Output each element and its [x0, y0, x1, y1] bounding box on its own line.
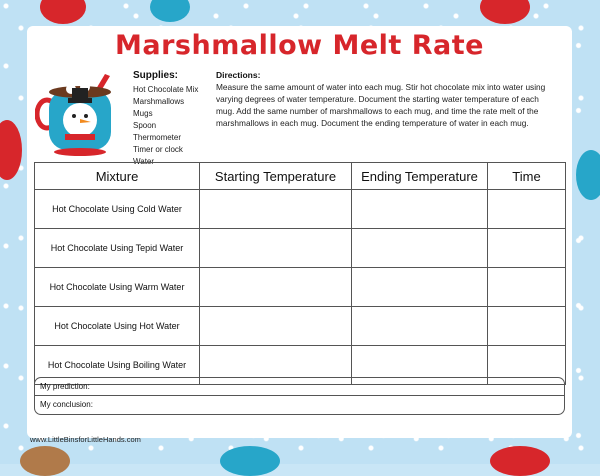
table-header-row	[35, 163, 566, 190]
supply-item: Marshmallows	[133, 97, 185, 106]
worksheet-title: Marshmallow Melt Rate	[115, 30, 484, 61]
mug-decoration-bottom-right	[490, 446, 550, 476]
ending-temperature-cell[interactable]	[352, 307, 488, 346]
prediction-line[interactable]	[35, 395, 564, 396]
footer-url: www.LittleBinsforLittleHands.com	[30, 435, 141, 444]
supply-item: Thermometer	[133, 133, 182, 142]
column-header-mixture: Mixture	[35, 163, 200, 190]
starting-temperature-cell[interactable]	[200, 268, 352, 307]
column-header-time: Time	[488, 163, 566, 190]
directions-heading: Directions:	[216, 70, 261, 80]
directions-text: Measure the same amount of water into each mug. Stir hot chocolate mix into water using varying degrees of water temperature. Document the starting water temperature of each mug. Add the same number of marshmallows to each mug, and time the rate melt of the marshmallows in each mug. Document the ending temperature of water in each mug.	[216, 82, 546, 128]
supply-item: Water	[133, 157, 155, 166]
mug-decoration-bottom-mid	[220, 446, 280, 476]
table-row	[35, 229, 566, 268]
prediction-label: My prediction:	[40, 382, 90, 391]
mixture-cell: Hot Chocolate Using Cold Water	[35, 190, 200, 229]
table-row	[35, 307, 566, 346]
time-cell[interactable]	[488, 229, 566, 268]
ending-temperature-cell[interactable]	[352, 229, 488, 268]
snowman-mug-illustration	[35, 72, 125, 158]
worksheet	[27, 26, 572, 438]
ending-temperature-cell[interactable]	[352, 268, 488, 307]
starting-temperature-cell[interactable]	[200, 307, 352, 346]
supply-item: Timer or clock	[133, 145, 183, 154]
time-cell[interactable]	[488, 307, 566, 346]
mixture-cell: Hot Chocolate Using Warm Water	[35, 268, 200, 307]
conclusion-label: My conclusion:	[40, 400, 93, 409]
starting-temperature-cell[interactable]	[200, 190, 352, 229]
mixture-cell: Hot Chocolate Using Boiling Water	[35, 346, 200, 385]
starting-temperature-cell[interactable]	[200, 229, 352, 268]
supplies-heading: Supplies:	[133, 70, 179, 81]
time-cell[interactable]	[488, 268, 566, 307]
time-cell[interactable]	[488, 190, 566, 229]
table-row	[35, 268, 566, 307]
supplies-list	[133, 84, 198, 168]
supply-item: Hot Chocolate Mix	[133, 85, 199, 94]
results-table	[34, 162, 566, 385]
mixture-cell: Hot Chocolate Using Hot Water	[35, 307, 200, 346]
mixture-cell: Hot Chocolate Using Tepid Water	[35, 229, 200, 268]
supply-item: Spoon	[133, 121, 157, 130]
ending-temperature-cell[interactable]	[352, 190, 488, 229]
column-header-starting-temperature: Starting Temperature	[200, 163, 352, 190]
mug-decoration-bottom-left	[20, 446, 70, 476]
column-header-ending-temperature: Ending Temperature	[352, 163, 488, 190]
notes-box	[34, 377, 565, 415]
table-row	[35, 190, 566, 229]
mug-decoration-right	[576, 150, 600, 200]
supply-item: Mugs	[133, 109, 153, 118]
